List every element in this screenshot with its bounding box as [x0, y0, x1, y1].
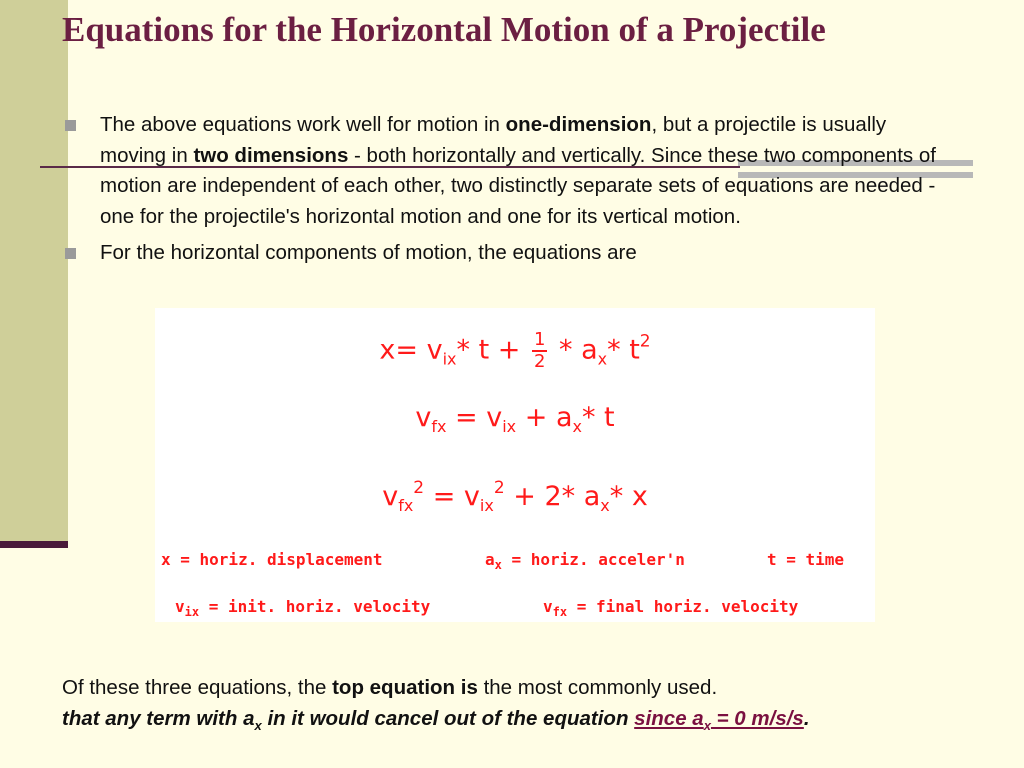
- equation-velocity-squared: $v_{fx}^2 = v_{ix}^2 + 2*$ $a_x*$ x: [382, 478, 648, 515]
- conclusion-line-1: Of these three equations, the top equation is the most commonly used.: [62, 676, 718, 699]
- left-decor-bar: [0, 541, 68, 548]
- legend-initial-velocity: $v_{ix}$ = init. horiz. velocity: [175, 597, 431, 619]
- bullet-item-1: The above equations work well for motion in one-dimension, but a projectile is usually moving in two dimensions - both horizontally and vertically. Since these two components of motion are independent of each other, two distinctly separate sets of equations are needed - one for the projectile's horizontal motion and one for its vertical motion.: [62, 110, 947, 232]
- bullet-list: [62, 110, 947, 269]
- legend-time: t = time: [767, 550, 845, 569]
- equation-final-velocity: $v_{fx} = v_{ix} + a_x*$ t: [415, 402, 615, 436]
- bullet-square-icon: [65, 248, 76, 259]
- left-decor-band: [0, 0, 68, 545]
- slide-title: Equations for the Horizontal Motion of a Projectile: [62, 10, 826, 49]
- bullet-item-2: For the horizontal components of motion, the equations are: [62, 238, 947, 269]
- legend-final-velocity: $v_{fx}$ = final horiz. velocity: [543, 597, 799, 619]
- legend-acceleration: $a_x$ = horiz. acceler'n: [485, 550, 685, 572]
- conclusion-text: [62, 672, 962, 741]
- conclusion-line-2: that any term with $a_x$ in it would cancel out of the equation since $a_x = 0$ m/s/s.: [62, 707, 810, 734]
- equation-displacement: $x= v_{ix}*$ t + $\frac{1}{2}$ * $a_x*$ $t^2$: [379, 329, 651, 372]
- fraction-half: $\frac{1}{2}$: [533, 329, 546, 372]
- bullet-square-icon: [65, 120, 76, 131]
- legend-displacement: x = horiz. displacement: [161, 550, 383, 569]
- equations-image: [155, 308, 875, 622]
- since-ax-zero-link[interactable]: since $a_x = 0$ m/s/s: [634, 707, 804, 734]
